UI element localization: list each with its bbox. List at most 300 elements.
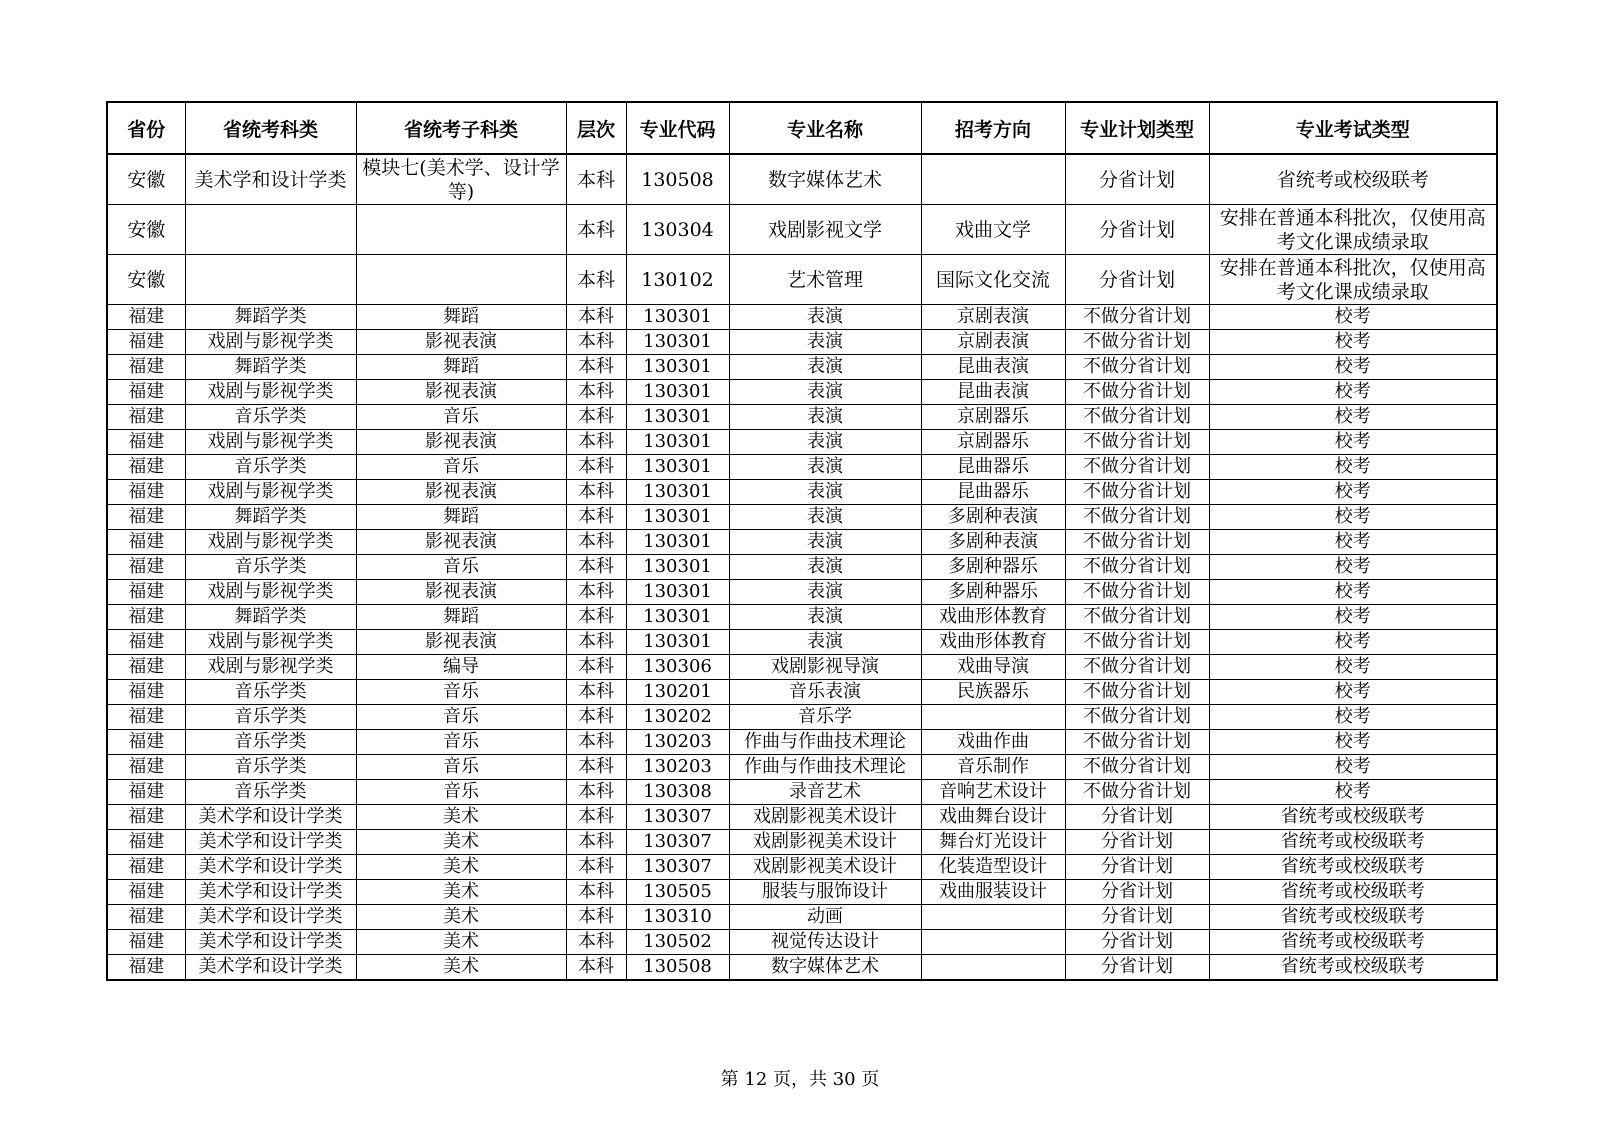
col-exam-category-cell: 舞蹈学类	[185, 505, 356, 530]
col-province-cell: 福建	[107, 905, 185, 930]
col-major-code-cell: 130301	[626, 605, 729, 630]
col-direction-cell: 昆曲表演	[921, 380, 1065, 405]
col-major-code-cell: 130301	[626, 630, 729, 655]
col-level-cell: 本科	[566, 430, 626, 455]
table-row	[107, 530, 1497, 555]
table-row	[107, 755, 1497, 780]
col-major-name-cell: 表演	[729, 430, 921, 455]
col-major-name-cell: 表演	[729, 480, 921, 505]
col-direction-cell: 戏曲作曲	[921, 730, 1065, 755]
col-province-cell: 福建	[107, 805, 185, 830]
col-major-code-cell: 130202	[626, 705, 729, 730]
col-province-cell: 福建	[107, 580, 185, 605]
col-exam-subcategory-cell: 美术	[356, 955, 566, 981]
col-major-code-cell: 130301	[626, 505, 729, 530]
col-plan-type-header: 专业计划类型	[1065, 102, 1209, 154]
table-row	[107, 505, 1497, 530]
col-exam-category-cell: 音乐学类	[185, 680, 356, 705]
table-row	[107, 880, 1497, 905]
col-exam-type-header: 专业考试类型	[1209, 102, 1497, 154]
col-major-name-cell: 戏剧影视美术设计	[729, 855, 921, 880]
col-major-code-cell: 130304	[626, 205, 729, 255]
col-major-code-cell: 130307	[626, 805, 729, 830]
col-exam-type-cell: 省统考或校级联考	[1209, 805, 1497, 830]
col-exam-type-cell: 省统考或校级联考	[1209, 830, 1497, 855]
col-exam-subcategory-cell: 舞蹈	[356, 505, 566, 530]
col-exam-subcategory-header: 省统考子科类	[356, 102, 566, 154]
table-row	[107, 405, 1497, 430]
col-province-cell: 福建	[107, 655, 185, 680]
col-exam-type-cell: 省统考或校级联考	[1209, 930, 1497, 955]
data-table	[106, 101, 1498, 981]
col-exam-type-cell: 校考	[1209, 305, 1497, 330]
table-row	[107, 955, 1497, 981]
table-body	[107, 154, 1497, 980]
col-major-code-cell: 130301	[626, 455, 729, 480]
col-exam-type-cell: 校考	[1209, 705, 1497, 730]
col-exam-subcategory-cell: 影视表演	[356, 380, 566, 405]
col-exam-type-cell: 校考	[1209, 505, 1497, 530]
col-level-cell: 本科	[566, 880, 626, 905]
col-plan-type-cell: 分省计划	[1065, 930, 1209, 955]
col-level-cell: 本科	[566, 655, 626, 680]
col-major-name-cell: 音乐表演	[729, 680, 921, 705]
col-exam-category-cell: 音乐学类	[185, 555, 356, 580]
col-major-code-cell: 130508	[626, 154, 729, 205]
col-exam-category-cell: 美术学和设计学类	[185, 830, 356, 855]
col-exam-category-cell: 美术学和设计学类	[185, 880, 356, 905]
col-major-name-cell: 表演	[729, 555, 921, 580]
col-major-name-cell: 作曲与作曲技术理论	[729, 730, 921, 755]
col-major-code-cell: 130301	[626, 355, 729, 380]
col-direction-cell	[921, 905, 1065, 930]
col-direction-cell: 京剧表演	[921, 305, 1065, 330]
col-province-cell: 福建	[107, 705, 185, 730]
col-plan-type-cell: 分省计划	[1065, 905, 1209, 930]
col-province-cell: 福建	[107, 855, 185, 880]
col-major-code-cell: 130301	[626, 580, 729, 605]
col-major-name-cell: 录音艺术	[729, 780, 921, 805]
col-level-cell: 本科	[566, 405, 626, 430]
col-province-cell: 福建	[107, 880, 185, 905]
col-exam-type-cell: 校考	[1209, 355, 1497, 380]
col-level-cell: 本科	[566, 605, 626, 630]
col-plan-type-cell: 不做分省计划	[1065, 555, 1209, 580]
table-row	[107, 930, 1497, 955]
col-direction-header: 招考方向	[921, 102, 1065, 154]
col-exam-subcategory-cell: 影视表演	[356, 430, 566, 455]
col-level-cell: 本科	[566, 730, 626, 755]
col-level-cell: 本科	[566, 780, 626, 805]
col-exam-type-cell: 安排在普通本科批次，仅使用高考文化课成绩录取	[1209, 255, 1497, 305]
col-exam-type-cell: 省统考或校级联考	[1209, 855, 1497, 880]
col-exam-category-cell: 音乐学类	[185, 755, 356, 780]
col-direction-cell: 京剧表演	[921, 330, 1065, 355]
col-exam-subcategory-cell: 美术	[356, 930, 566, 955]
col-exam-type-cell: 校考	[1209, 605, 1497, 630]
col-province-cell: 福建	[107, 480, 185, 505]
col-major-name-cell: 表演	[729, 630, 921, 655]
col-exam-category-cell: 戏剧与影视学类	[185, 480, 356, 505]
col-exam-category-cell: 戏剧与影视学类	[185, 530, 356, 555]
col-direction-cell: 戏曲舞台设计	[921, 805, 1065, 830]
col-major-code-cell: 130508	[626, 955, 729, 981]
col-level-cell: 本科	[566, 380, 626, 405]
col-exam-subcategory-cell: 舞蹈	[356, 605, 566, 630]
col-exam-type-cell: 校考	[1209, 480, 1497, 505]
col-level-cell: 本科	[566, 855, 626, 880]
col-plan-type-cell: 不做分省计划	[1065, 630, 1209, 655]
col-exam-category-cell: 美术学和设计学类	[185, 805, 356, 830]
col-exam-subcategory-cell: 舞蹈	[356, 355, 566, 380]
col-major-name-cell: 表演	[729, 580, 921, 605]
table-header	[107, 102, 1497, 154]
col-exam-subcategory-cell: 音乐	[356, 780, 566, 805]
col-exam-type-cell: 省统考或校级联考	[1209, 880, 1497, 905]
col-level-cell: 本科	[566, 305, 626, 330]
col-plan-type-cell: 不做分省计划	[1065, 405, 1209, 430]
col-exam-type-cell: 校考	[1209, 330, 1497, 355]
table-row	[107, 905, 1497, 930]
col-direction-cell: 戏曲服装设计	[921, 880, 1065, 905]
col-exam-subcategory-cell: 音乐	[356, 705, 566, 730]
col-exam-category-cell: 戏剧与影视学类	[185, 330, 356, 355]
table-row	[107, 705, 1497, 730]
col-exam-category-cell: 舞蹈学类	[185, 305, 356, 330]
col-plan-type-cell: 不做分省计划	[1065, 480, 1209, 505]
col-direction-cell	[921, 930, 1065, 955]
col-province-cell: 福建	[107, 730, 185, 755]
col-province-cell: 福建	[107, 505, 185, 530]
col-province-cell: 福建	[107, 630, 185, 655]
col-major-code-cell: 130505	[626, 880, 729, 905]
col-plan-type-cell: 不做分省计划	[1065, 380, 1209, 405]
col-exam-type-cell: 校考	[1209, 730, 1497, 755]
col-major-name-cell: 艺术管理	[729, 255, 921, 305]
col-direction-cell: 京剧器乐	[921, 405, 1065, 430]
col-exam-category-cell: 舞蹈学类	[185, 605, 356, 630]
col-major-name-cell: 表演	[729, 505, 921, 530]
col-major-name-cell: 戏剧影视文学	[729, 205, 921, 255]
table-row	[107, 855, 1497, 880]
col-direction-cell	[921, 955, 1065, 981]
col-province-cell: 福建	[107, 455, 185, 480]
col-plan-type-cell: 分省计划	[1065, 205, 1209, 255]
col-level-cell: 本科	[566, 680, 626, 705]
col-plan-type-cell: 分省计划	[1065, 255, 1209, 305]
col-exam-subcategory-cell: 音乐	[356, 455, 566, 480]
col-exam-subcategory-cell: 舞蹈	[356, 305, 566, 330]
col-plan-type-cell: 不做分省计划	[1065, 580, 1209, 605]
col-exam-type-cell: 校考	[1209, 780, 1497, 805]
col-plan-type-cell: 不做分省计划	[1065, 605, 1209, 630]
col-exam-subcategory-cell: 美术	[356, 905, 566, 930]
table-row	[107, 355, 1497, 380]
col-level-cell: 本科	[566, 255, 626, 305]
col-level-cell: 本科	[566, 630, 626, 655]
col-direction-cell: 多剧种器乐	[921, 555, 1065, 580]
table-row	[107, 680, 1497, 705]
col-major-name-cell: 数字媒体艺术	[729, 955, 921, 981]
col-plan-type-cell: 不做分省计划	[1065, 305, 1209, 330]
col-major-code-cell: 130301	[626, 305, 729, 330]
col-exam-category-header: 省统考科类	[185, 102, 356, 154]
col-exam-category-cell: 音乐学类	[185, 455, 356, 480]
table-row	[107, 330, 1497, 355]
table-row	[107, 580, 1497, 605]
col-direction-cell: 化装造型设计	[921, 855, 1065, 880]
table-row	[107, 154, 1497, 205]
col-direction-cell: 昆曲器乐	[921, 455, 1065, 480]
col-province-cell: 福建	[107, 430, 185, 455]
col-exam-type-cell: 校考	[1209, 680, 1497, 705]
table-row	[107, 805, 1497, 830]
table-row	[107, 730, 1497, 755]
col-exam-subcategory-cell: 影视表演	[356, 530, 566, 555]
col-exam-subcategory-cell: 编导	[356, 655, 566, 680]
col-plan-type-cell: 分省计划	[1065, 855, 1209, 880]
col-exam-subcategory-cell: 音乐	[356, 405, 566, 430]
col-exam-category-cell: 美术学和设计学类	[185, 905, 356, 930]
col-exam-subcategory-cell	[356, 255, 566, 305]
col-exam-type-cell: 校考	[1209, 380, 1497, 405]
col-plan-type-cell: 分省计划	[1065, 880, 1209, 905]
col-level-cell: 本科	[566, 205, 626, 255]
col-major-name-cell: 数字媒体艺术	[729, 154, 921, 205]
col-exam-category-cell: 美术学和设计学类	[185, 930, 356, 955]
col-province-cell: 福建	[107, 355, 185, 380]
col-exam-category-cell: 美术学和设计学类	[185, 955, 356, 981]
col-exam-type-cell: 省统考或校级联考	[1209, 154, 1497, 205]
table-row	[107, 455, 1497, 480]
col-major-name-header: 专业名称	[729, 102, 921, 154]
col-province-cell: 福建	[107, 380, 185, 405]
col-major-code-cell: 130307	[626, 855, 729, 880]
col-province-cell: 安徽	[107, 205, 185, 255]
col-level-cell: 本科	[566, 805, 626, 830]
col-major-name-cell: 表演	[729, 530, 921, 555]
col-plan-type-cell: 分省计划	[1065, 830, 1209, 855]
col-exam-category-cell: 戏剧与影视学类	[185, 380, 356, 405]
table-row	[107, 780, 1497, 805]
col-major-name-cell: 戏剧影视导演	[729, 655, 921, 680]
col-major-code-cell: 130203	[626, 755, 729, 780]
col-plan-type-cell: 不做分省计划	[1065, 755, 1209, 780]
col-major-name-cell: 服装与服饰设计	[729, 880, 921, 905]
col-exam-type-cell: 校考	[1209, 455, 1497, 480]
col-exam-type-cell: 校考	[1209, 630, 1497, 655]
col-direction-cell: 戏曲形体教育	[921, 630, 1065, 655]
col-major-name-cell: 表演	[729, 305, 921, 330]
col-major-code-cell: 130301	[626, 480, 729, 505]
col-province-cell: 福建	[107, 305, 185, 330]
col-exam-subcategory-cell: 影视表演	[356, 580, 566, 605]
col-major-code-cell: 130301	[626, 555, 729, 580]
col-exam-category-cell: 戏剧与影视学类	[185, 630, 356, 655]
col-major-code-cell: 130301	[626, 380, 729, 405]
table-row	[107, 305, 1497, 330]
col-plan-type-cell: 不做分省计划	[1065, 430, 1209, 455]
col-level-cell: 本科	[566, 455, 626, 480]
col-direction-cell	[921, 705, 1065, 730]
col-exam-category-cell: 音乐学类	[185, 405, 356, 430]
col-major-name-cell: 视觉传达设计	[729, 930, 921, 955]
col-major-name-cell: 作曲与作曲技术理论	[729, 755, 921, 780]
col-major-code-cell: 130301	[626, 530, 729, 555]
col-level-cell: 本科	[566, 154, 626, 205]
col-exam-category-cell	[185, 255, 356, 305]
col-exam-category-cell: 戏剧与影视学类	[185, 655, 356, 680]
col-province-cell: 福建	[107, 555, 185, 580]
col-major-code-cell: 130306	[626, 655, 729, 680]
col-direction-cell: 音乐制作	[921, 755, 1065, 780]
col-direction-cell: 多剧种表演	[921, 530, 1065, 555]
col-province-cell: 福建	[107, 955, 185, 981]
col-plan-type-cell: 不做分省计划	[1065, 655, 1209, 680]
table-row	[107, 255, 1497, 305]
col-exam-type-cell: 校考	[1209, 580, 1497, 605]
col-direction-cell: 多剧种表演	[921, 505, 1065, 530]
col-direction-cell: 戏曲文学	[921, 205, 1065, 255]
col-major-name-cell: 戏剧影视美术设计	[729, 830, 921, 855]
col-exam-type-cell: 省统考或校级联考	[1209, 955, 1497, 981]
col-major-name-cell: 表演	[729, 605, 921, 630]
col-province-cell: 安徽	[107, 154, 185, 205]
col-exam-subcategory-cell: 模块七(美术学、设计学等)	[356, 154, 566, 205]
col-exam-type-cell: 安排在普通本科批次，仅使用高考文化课成绩录取	[1209, 205, 1497, 255]
col-direction-cell: 音响艺术设计	[921, 780, 1065, 805]
col-exam-subcategory-cell: 音乐	[356, 730, 566, 755]
col-level-cell: 本科	[566, 755, 626, 780]
col-level-cell: 本科	[566, 580, 626, 605]
col-exam-category-cell	[185, 205, 356, 255]
col-province-header: 省份	[107, 102, 185, 154]
col-province-cell: 福建	[107, 605, 185, 630]
col-exam-subcategory-cell: 美术	[356, 830, 566, 855]
col-major-name-cell: 表演	[729, 405, 921, 430]
col-province-cell: 安徽	[107, 255, 185, 305]
table-row	[107, 605, 1497, 630]
col-exam-type-cell: 校考	[1209, 430, 1497, 455]
col-major-code-cell: 130502	[626, 930, 729, 955]
col-level-cell: 本科	[566, 480, 626, 505]
col-major-name-cell: 表演	[729, 380, 921, 405]
col-major-code-cell: 130301	[626, 405, 729, 430]
col-exam-subcategory-cell: 影视表演	[356, 480, 566, 505]
col-exam-category-cell: 音乐学类	[185, 730, 356, 755]
col-level-header: 层次	[566, 102, 626, 154]
col-direction-cell: 民族器乐	[921, 680, 1065, 705]
col-major-code-cell: 130301	[626, 430, 729, 455]
col-province-cell: 福建	[107, 405, 185, 430]
col-plan-type-cell: 分省计划	[1065, 805, 1209, 830]
col-exam-type-cell: 校考	[1209, 755, 1497, 780]
col-province-cell: 福建	[107, 530, 185, 555]
table-row	[107, 430, 1497, 455]
col-plan-type-cell: 分省计划	[1065, 955, 1209, 981]
col-major-code-cell: 130310	[626, 905, 729, 930]
col-level-cell: 本科	[566, 705, 626, 730]
col-major-name-cell: 音乐学	[729, 705, 921, 730]
col-exam-category-cell: 戏剧与影视学类	[185, 430, 356, 455]
col-exam-category-cell: 舞蹈学类	[185, 355, 356, 380]
table-row	[107, 830, 1497, 855]
page-footer: 第 12 页，共 30 页	[720, 1069, 880, 1090]
col-direction-cell	[921, 154, 1065, 205]
col-direction-cell: 昆曲器乐	[921, 480, 1065, 505]
col-exam-type-cell: 校考	[1209, 405, 1497, 430]
col-exam-subcategory-cell: 音乐	[356, 680, 566, 705]
col-exam-subcategory-cell	[356, 205, 566, 255]
col-level-cell: 本科	[566, 905, 626, 930]
col-major-name-cell: 表演	[729, 455, 921, 480]
col-major-code-cell: 130308	[626, 780, 729, 805]
col-exam-type-cell: 校考	[1209, 655, 1497, 680]
col-level-cell: 本科	[566, 830, 626, 855]
col-major-code-cell: 130102	[626, 255, 729, 305]
col-province-cell: 福建	[107, 830, 185, 855]
col-level-cell: 本科	[566, 505, 626, 530]
col-province-cell: 福建	[107, 930, 185, 955]
col-plan-type-cell: 不做分省计划	[1065, 730, 1209, 755]
col-level-cell: 本科	[566, 330, 626, 355]
col-major-code-cell: 130201	[626, 680, 729, 705]
col-plan-type-cell: 不做分省计划	[1065, 355, 1209, 380]
col-province-cell: 福建	[107, 780, 185, 805]
col-direction-cell: 多剧种器乐	[921, 580, 1065, 605]
col-exam-subcategory-cell: 影视表演	[356, 630, 566, 655]
col-direction-cell: 戏曲导演	[921, 655, 1065, 680]
col-plan-type-cell: 不做分省计划	[1065, 505, 1209, 530]
col-major-name-cell: 表演	[729, 355, 921, 380]
col-direction-cell: 京剧器乐	[921, 430, 1065, 455]
col-plan-type-cell: 不做分省计划	[1065, 330, 1209, 355]
col-exam-category-cell: 戏剧与影视学类	[185, 580, 356, 605]
col-level-cell: 本科	[566, 355, 626, 380]
col-exam-subcategory-cell: 影视表演	[356, 330, 566, 355]
col-direction-cell: 舞台灯光设计	[921, 830, 1065, 855]
col-level-cell: 本科	[566, 955, 626, 981]
col-exam-type-cell: 校考	[1209, 530, 1497, 555]
col-plan-type-cell: 不做分省计划	[1065, 455, 1209, 480]
col-major-name-cell: 动画	[729, 905, 921, 930]
col-major-code-cell: 130301	[626, 330, 729, 355]
col-level-cell: 本科	[566, 555, 626, 580]
col-plan-type-cell: 分省计划	[1065, 154, 1209, 205]
col-exam-category-cell: 美术学和设计学类	[185, 154, 356, 205]
table-row	[107, 480, 1497, 505]
col-plan-type-cell: 不做分省计划	[1065, 680, 1209, 705]
col-major-code-cell: 130307	[626, 830, 729, 855]
col-province-cell: 福建	[107, 330, 185, 355]
col-plan-type-cell: 不做分省计划	[1065, 530, 1209, 555]
col-exam-subcategory-cell: 音乐	[356, 755, 566, 780]
table-row	[107, 655, 1497, 680]
col-exam-subcategory-cell: 美术	[356, 805, 566, 830]
table-row	[107, 555, 1497, 580]
col-exam-category-cell: 美术学和设计学类	[185, 855, 356, 880]
col-major-code-cell: 130203	[626, 730, 729, 755]
table-row	[107, 205, 1497, 255]
col-direction-cell: 昆曲表演	[921, 355, 1065, 380]
col-major-name-cell: 表演	[729, 330, 921, 355]
table-row	[107, 630, 1497, 655]
col-exam-subcategory-cell: 音乐	[356, 555, 566, 580]
col-exam-category-cell: 音乐学类	[185, 705, 356, 730]
col-level-cell: 本科	[566, 530, 626, 555]
table-row	[107, 380, 1497, 405]
col-exam-subcategory-cell: 美术	[356, 880, 566, 905]
